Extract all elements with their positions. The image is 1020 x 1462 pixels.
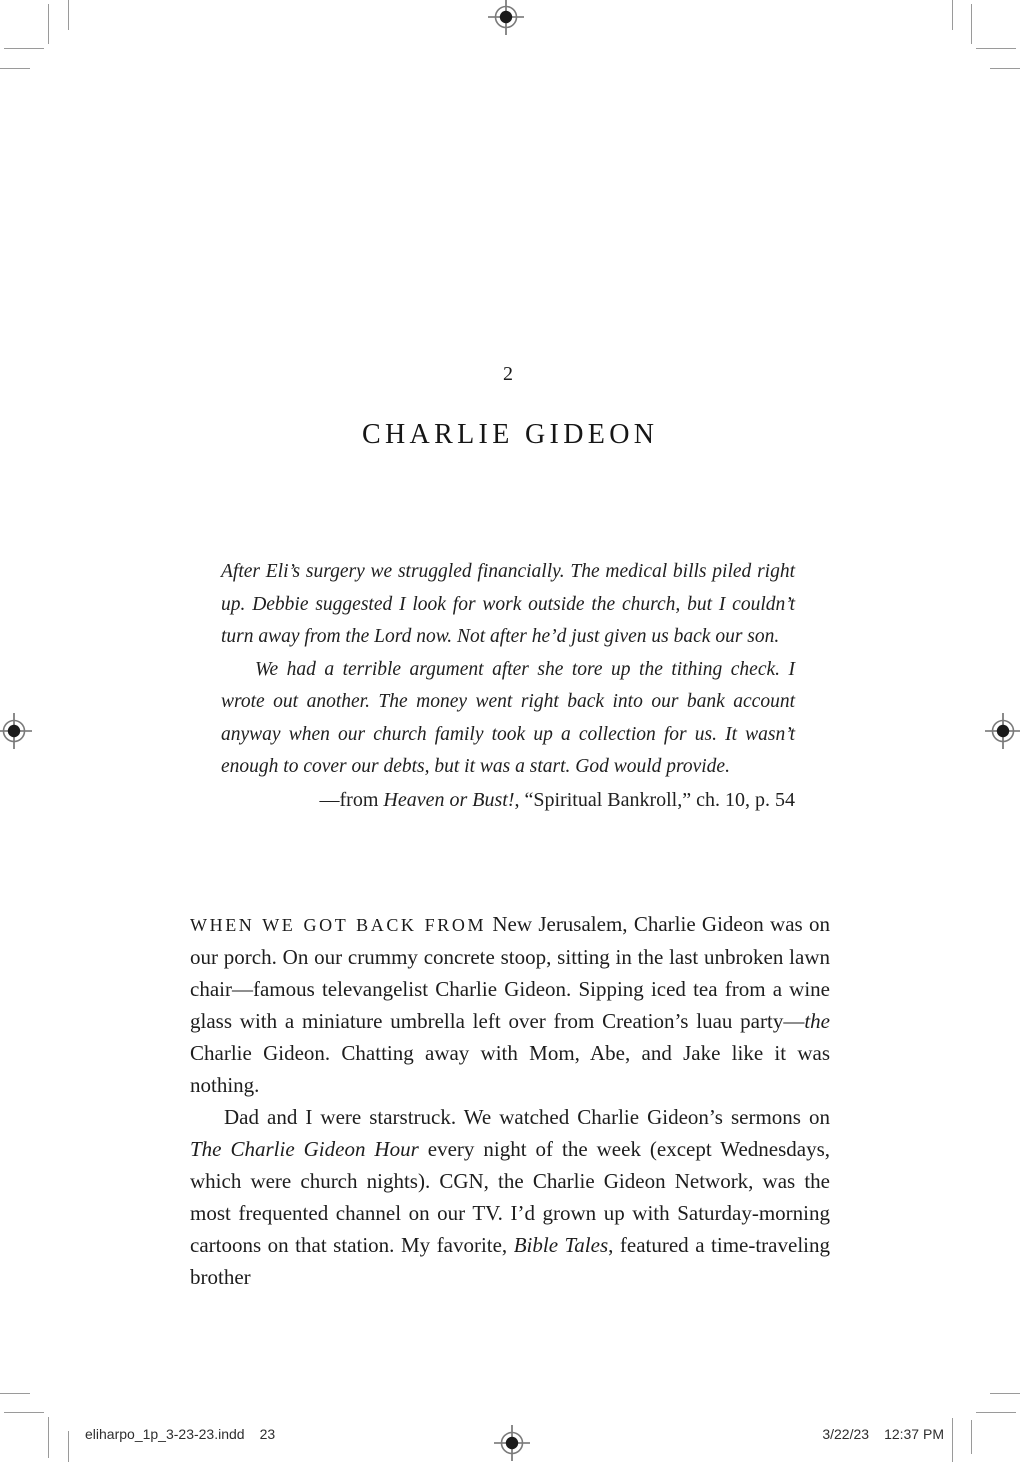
text-run: We had a terrible argument after she tore up the tithing check. I wrote out another. The money went right back into our bank account anyway when our church family took up a collection for us. It wasn’t enough to cover our debts, but it was a start. God would provide. bbox=[221, 658, 795, 777]
registration-mark-icon bbox=[494, 1425, 530, 1461]
footer-slug-left bbox=[85, 1426, 275, 1442]
text-run: , featured a time-traveling brother bbox=[190, 1233, 830, 1289]
crop-mark bbox=[68, 0, 69, 30]
crop-mark bbox=[971, 1420, 972, 1454]
registration-mark-icon bbox=[488, 0, 524, 35]
epigraph-paragraph bbox=[221, 556, 795, 654]
epigraph-paragraph bbox=[221, 654, 795, 784]
crop-mark bbox=[0, 68, 30, 69]
chapter-number: 2 bbox=[503, 363, 513, 385]
proof-date: 3/22/23 bbox=[822, 1426, 870, 1442]
registration-mark-icon bbox=[0, 713, 32, 749]
text-run: the bbox=[804, 1009, 830, 1033]
crop-mark bbox=[0, 1393, 30, 1394]
proof-page-number: 23 bbox=[259, 1426, 276, 1442]
text-run: Charlie Gideon. Chatting away with Mom, Abe, and Jake like it was nothing. bbox=[190, 1041, 830, 1097]
text-run: After Eli’s surgery we struggled financially. The medical bills piled right up. Debbie suggested I look for work outside the church, but I couldn’t turn away from the Lord now. Not after he’d just given us back our son. bbox=[221, 561, 795, 647]
chapter-title: CHARLIE GIDEON bbox=[361, 419, 659, 450]
proof-time: 12:37 PM bbox=[884, 1426, 944, 1442]
text-run: The Charlie Gideon Hour bbox=[190, 1137, 419, 1161]
crop-mark bbox=[48, 4, 49, 44]
text-run: —from bbox=[319, 788, 384, 811]
text-run: Bible Tales bbox=[513, 1233, 609, 1257]
text-run: New Jerusalem, Charlie Gideon was on our porch. On our crummy concrete stoop, sitting in the last unbroken lawn chair—famous televangelist Charlie Gideon. Sipping iced tea from a wine glass with a miniature umbrella left over from Creation’s luau party— bbox=[190, 912, 830, 1033]
body-paragraph bbox=[190, 908, 830, 1101]
crop-mark bbox=[976, 1412, 1016, 1413]
body-text bbox=[190, 908, 830, 1293]
crop-mark bbox=[952, 1418, 953, 1462]
footer-slug-right bbox=[822, 1426, 944, 1442]
crop-mark bbox=[952, 0, 953, 30]
crop-mark bbox=[68, 1431, 69, 1462]
body-paragraph bbox=[190, 1101, 830, 1293]
epigraph-attribution bbox=[221, 784, 795, 817]
crop-mark bbox=[990, 68, 1020, 69]
crop-mark bbox=[48, 1417, 49, 1458]
paragraph-opener-caps: WHEN WE GOT BACK FROM bbox=[190, 915, 487, 935]
registration-mark-icon bbox=[985, 713, 1020, 749]
text-run: , “Spiritual Bankroll,” ch. 10, p. 54 bbox=[514, 788, 795, 811]
crop-mark bbox=[976, 48, 1016, 49]
text-run: every night of the week (except Wednesdays, which were church nights). CGN, the Charlie Gideon Network, was the most frequented channel on our TV. I’d grown up with Saturday-morning cartoons on that station. My favorite, bbox=[190, 1137, 831, 1257]
text-run: Dad and I were starstruck. We watched Charlie Gideon’s sermons on bbox=[224, 1105, 830, 1129]
crop-mark bbox=[990, 1393, 1020, 1394]
epigraph bbox=[221, 556, 795, 816]
text-run: Heaven or Bust! bbox=[383, 788, 515, 811]
proof-filename: eliharpo_1p_3-23-23.indd bbox=[85, 1426, 245, 1442]
crop-mark bbox=[4, 48, 44, 49]
crop-mark bbox=[971, 4, 972, 44]
crop-mark bbox=[4, 1412, 44, 1413]
